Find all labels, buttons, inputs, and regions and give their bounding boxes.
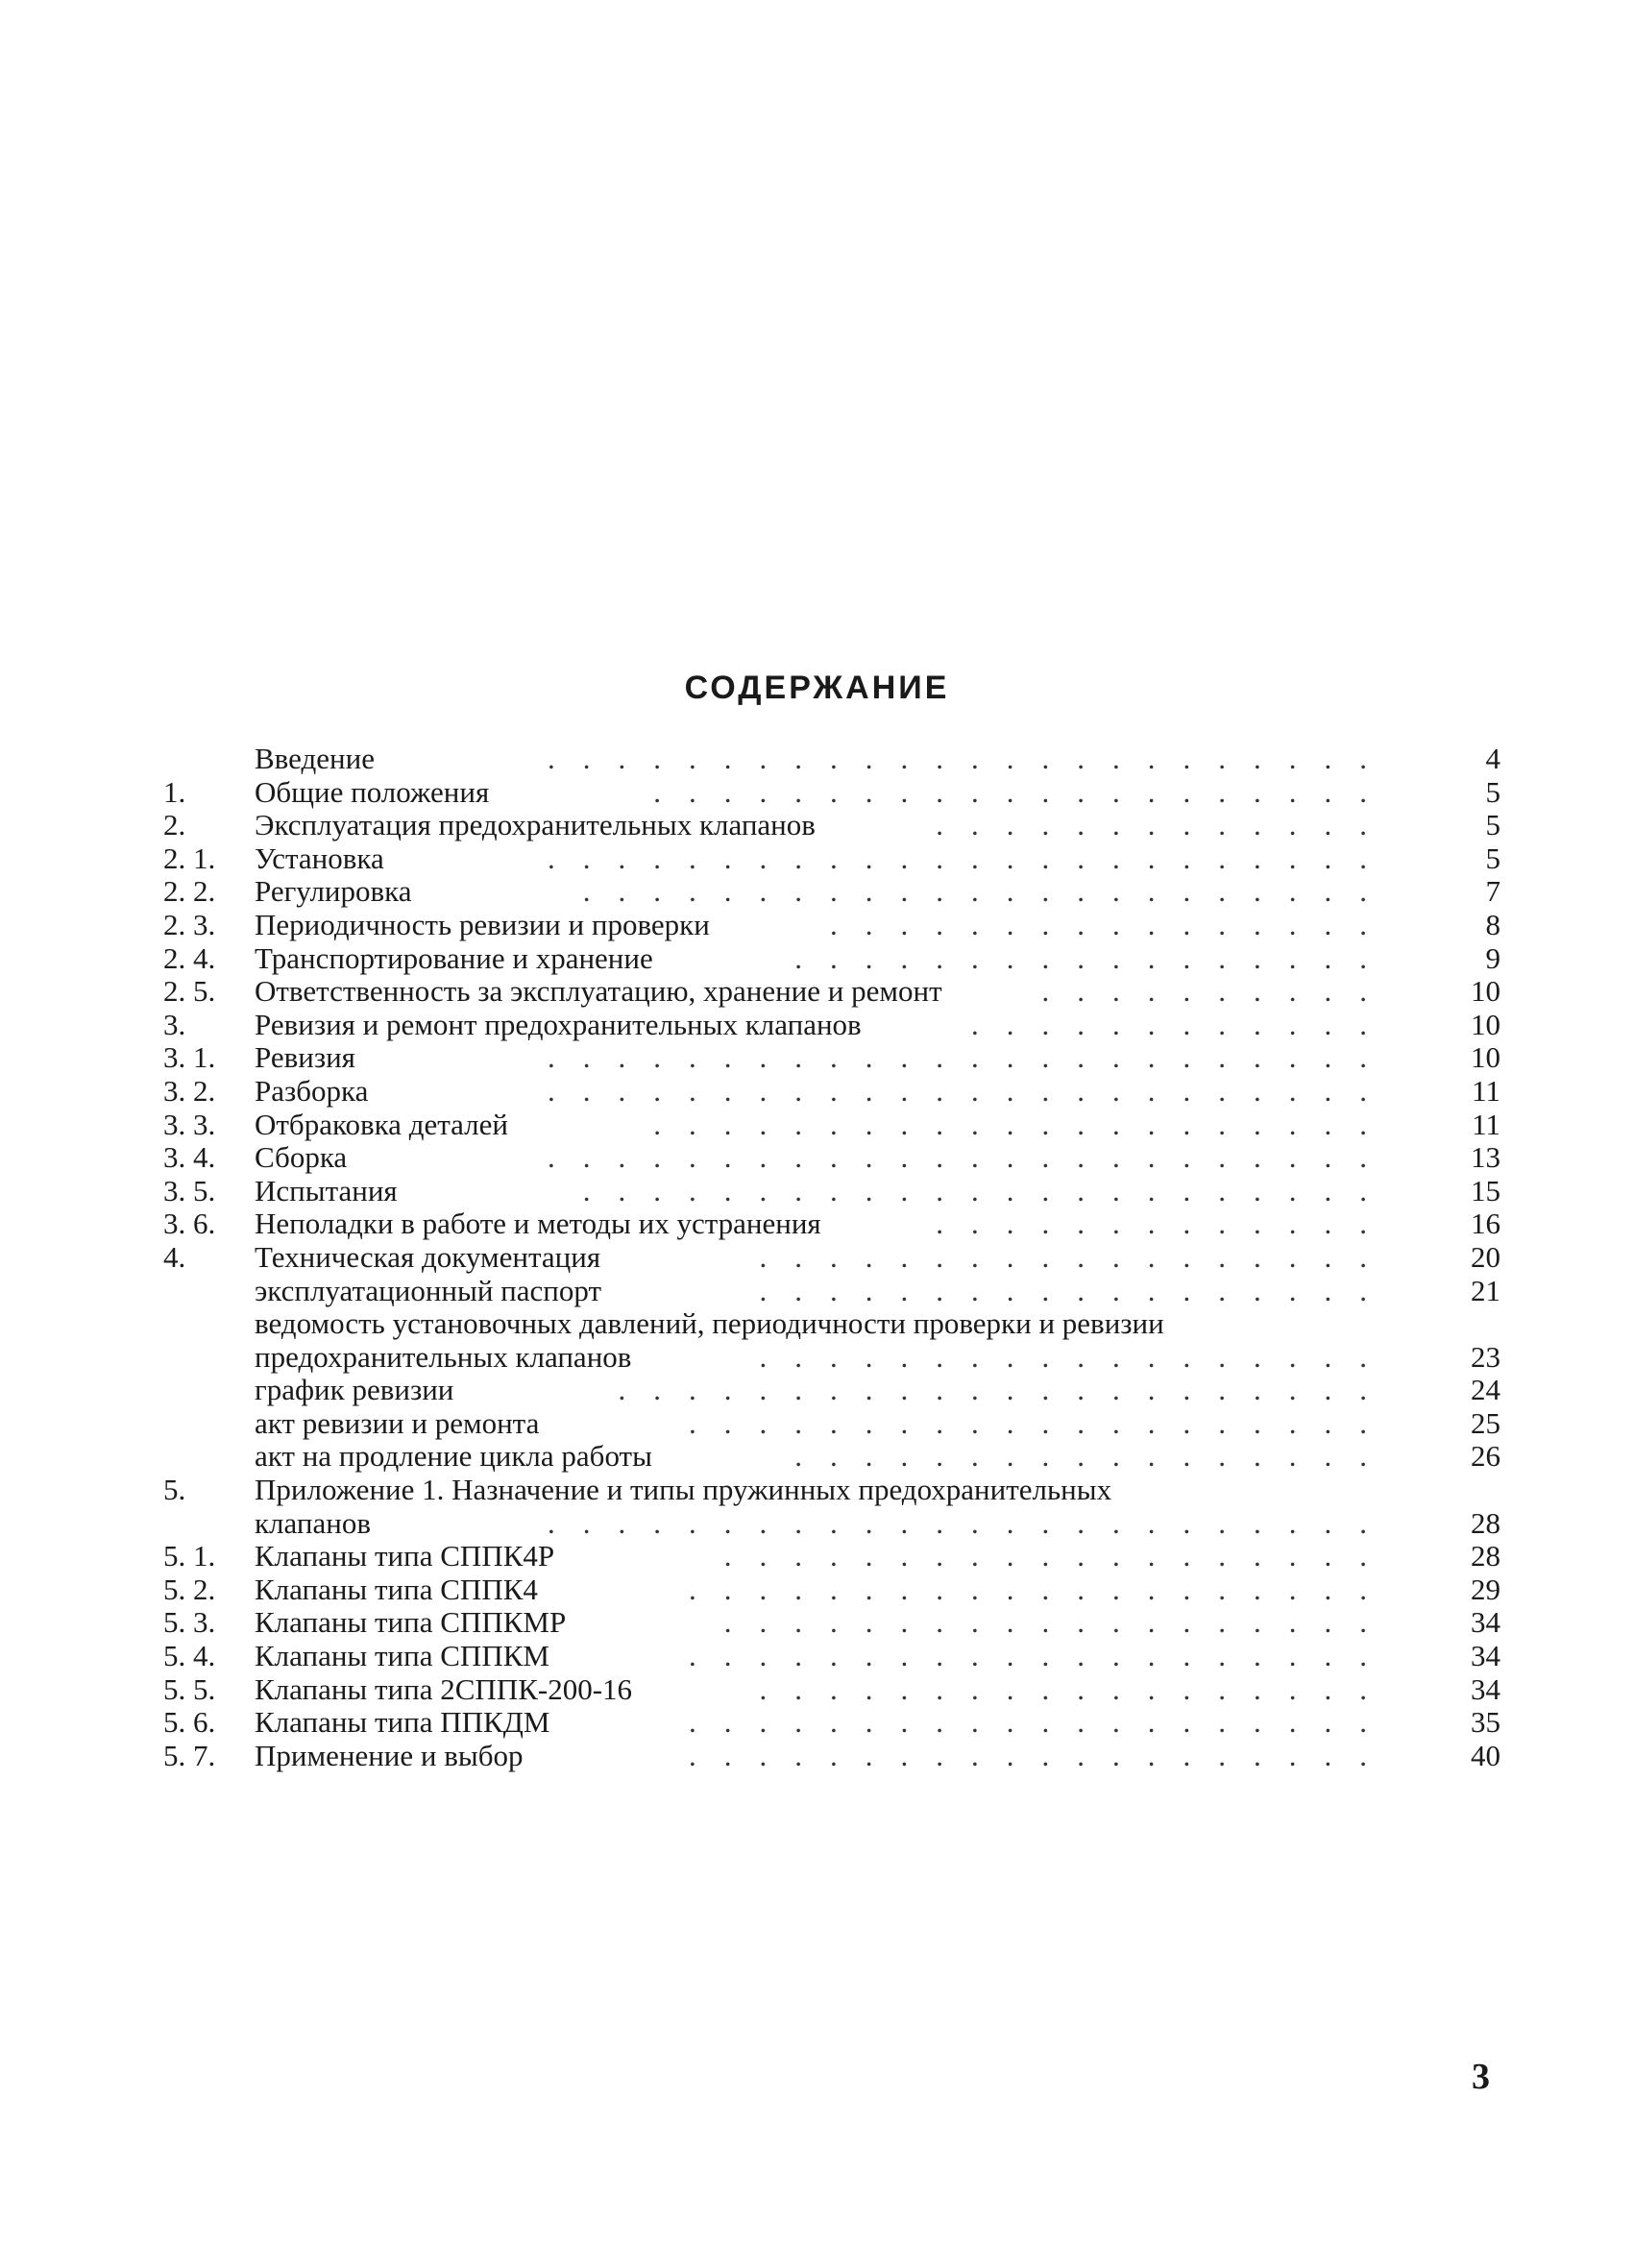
toc-entry [163, 1275, 1500, 1308]
dot-leader: .................. [759, 1240, 1395, 1274]
page-number: 3 [1472, 2057, 1490, 2097]
toc-entry-title: эксплуатационный паспорт [255, 1273, 602, 1307]
toc-entry-title: Отбраковка деталей [255, 1107, 508, 1141]
dot-leader: ........................ [548, 1506, 1395, 1540]
dot-leader: .................... [689, 1573, 1395, 1606]
toc-entry-title: Клапаны типа 2СППК-200-16 [255, 1671, 633, 1706]
dot-leader: ................. [794, 941, 1395, 975]
toc-entry [163, 1307, 1500, 1341]
toc-entry-page: 5 [1485, 774, 1500, 809]
toc-entry-title: клапанов [255, 1505, 371, 1540]
dot-leader: .................. [759, 1672, 1395, 1706]
toc-entry-title: Сборка [255, 1140, 348, 1175]
toc-entry-title: Применение и выбор [255, 1738, 524, 1772]
toc-entry-page: 4 [1485, 742, 1500, 775]
toc-entry-number: 3. 3. [163, 1107, 216, 1141]
dot-leader: .................... [689, 1406, 1395, 1440]
dot-leader: ................ [830, 908, 1395, 941]
toc-entry-title: Ответственность за эксплуатацию, хранение и ремонт [255, 974, 942, 1009]
toc-entry [163, 942, 1500, 976]
toc-entry [163, 1207, 1500, 1241]
toc-entry [163, 1341, 1500, 1375]
toc-entry-page: 8 [1485, 907, 1500, 941]
toc-entry-title: Неполадки в работе и методы их устранения [255, 1207, 821, 1241]
toc-entry-title: Введение [255, 742, 375, 775]
toc-entry-page: 20 [1471, 1239, 1500, 1274]
toc-entry-page: 28 [1471, 1539, 1500, 1573]
toc-entry-number: 5. 2. [163, 1572, 216, 1606]
toc-entry-page: 11 [1472, 1107, 1500, 1141]
toc-entry-title: Приложение 1. Назначение и типы пружинных предохранительных [255, 1473, 1112, 1507]
toc-entry-page: 16 [1471, 1207, 1500, 1241]
toc-entry [163, 1540, 1500, 1573]
toc-entry-page: 5 [1485, 808, 1500, 842]
toc-entry-page: 24 [1471, 1373, 1500, 1407]
toc-entry-title: Клапаны типа СППК4 [255, 1572, 538, 1606]
dot-leader: ........................ [548, 743, 1395, 775]
toc-entry-page: 15 [1471, 1173, 1500, 1207]
dot-leader: ....................... [582, 875, 1395, 909]
toc-entry [163, 1740, 1500, 1773]
toc-entry-title: Клапаны типа СППКМР [255, 1605, 567, 1640]
dot-leader: ....................... [582, 1174, 1395, 1207]
toc-entry-title: акт на продление цикла работы [255, 1439, 652, 1474]
toc-entry [163, 776, 1500, 810]
toc-entry-number: 5. 3. [163, 1605, 216, 1640]
toc-entry-number: 3. 6. [163, 1207, 216, 1241]
toc-entry-title: Транспортирование и хранение [255, 940, 653, 975]
toc-entry-number: 5. 7. [163, 1738, 216, 1772]
toc-entry [163, 1706, 1500, 1740]
dot-leader: .................... [689, 1706, 1395, 1740]
toc-entry-number: 2. [163, 808, 186, 842]
toc-entry-number: 1. [163, 774, 186, 809]
toc-entry [163, 743, 1500, 776]
toc-entry [163, 1606, 1500, 1640]
dot-leader: ................... [723, 1540, 1395, 1573]
toc-entry-page: 28 [1471, 1505, 1500, 1540]
toc-entry-number: 2. 2. [163, 874, 216, 909]
dot-leader: .................. [759, 1340, 1395, 1374]
toc-entry-title: Ревизия [255, 1040, 355, 1075]
toc-entry-page: 10 [1471, 974, 1500, 1009]
toc-entry-number: 5. 5. [163, 1671, 216, 1706]
toc-entry [163, 1009, 1500, 1042]
dot-leader: ................... [723, 1606, 1395, 1640]
dot-leader: ............. [936, 1207, 1395, 1241]
toc-entry-page: 5 [1485, 841, 1500, 875]
dot-leader: .................... [689, 1640, 1395, 1673]
dot-leader: ..................... [653, 1108, 1395, 1141]
toc-entry-page: 34 [1471, 1639, 1500, 1673]
toc-entry [163, 1440, 1500, 1474]
dot-leader: ............ [971, 1008, 1395, 1041]
toc-entry-title: Ревизия и ремонт предохранительных клапанов [255, 1007, 862, 1041]
toc-entry [163, 875, 1500, 909]
toc-title: СОДЕРЖАНИЕ [684, 670, 950, 706]
toc-entry [163, 1573, 1500, 1607]
toc-entry-number: 5. 6. [163, 1705, 216, 1740]
toc-entry [163, 1175, 1500, 1208]
toc-entry-title: Периодичность ревизии и проверки [255, 907, 710, 941]
toc-entry-page: 29 [1471, 1572, 1500, 1606]
toc-entry-page: 35 [1471, 1705, 1500, 1740]
toc-entry-page: 11 [1472, 1073, 1500, 1108]
dot-leader: ................. [794, 1440, 1395, 1474]
toc-entry-title: Общие положения [255, 774, 490, 809]
toc-entry-title: акт ревизии и ремонта [255, 1405, 540, 1440]
toc-entry-title: Клапаны типа СППК4Р [255, 1539, 555, 1573]
toc-entry-page: 21 [1471, 1273, 1500, 1307]
toc-entry [163, 1141, 1500, 1175]
toc-entry [163, 1241, 1500, 1275]
dot-leader: .......... [1041, 975, 1395, 1009]
toc-entry-title: Испытания [255, 1173, 398, 1207]
dot-leader: ........................ [548, 1074, 1395, 1108]
toc-entry-number: 3. [163, 1007, 186, 1041]
toc-entry-page: 34 [1471, 1671, 1500, 1706]
toc-entry [163, 842, 1500, 876]
toc-entry-page: 9 [1485, 940, 1500, 975]
toc-entry-title: Клапаны типа ППКДМ [255, 1705, 550, 1740]
toc-entry [163, 1109, 1500, 1142]
toc-entry [163, 975, 1500, 1009]
toc-entry-title: Эксплуатация предохранительных клапанов [255, 808, 816, 842]
toc-entry [163, 1474, 1500, 1507]
toc-entry-page: 25 [1471, 1405, 1500, 1440]
toc-entry-number: 2. 4. [163, 940, 216, 975]
toc-entry-number: 3. 1. [163, 1040, 216, 1075]
toc-entry-title: Техническая документация [255, 1239, 601, 1274]
toc-entry-page: 40 [1471, 1738, 1500, 1772]
dot-leader: ..................... [653, 775, 1395, 809]
toc-entry-page: 13 [1471, 1140, 1500, 1175]
toc-entry-number: 2. 3. [163, 907, 216, 941]
toc-entry [163, 1640, 1500, 1673]
toc-entry-number: 5. 4. [163, 1639, 216, 1673]
dot-leader: ...................... [618, 1374, 1395, 1407]
toc-entry-number: 2. 1. [163, 841, 216, 875]
toc-entry-page: 10 [1471, 1040, 1500, 1075]
toc-entry-page: 10 [1471, 1007, 1500, 1041]
toc-entry-page: 26 [1471, 1439, 1500, 1474]
dot-leader: ........................ [548, 1141, 1395, 1175]
toc-entry [163, 1041, 1500, 1075]
toc-entry-number: 5. 1. [163, 1539, 216, 1573]
dot-leader: ............. [936, 809, 1395, 842]
toc-entry [163, 909, 1500, 942]
toc-entry-page: 34 [1471, 1605, 1500, 1640]
toc-entry-title: ведомость установочных давлений, периодичности проверки и ревизии [255, 1306, 1164, 1341]
toc-entry-number: 2. 5. [163, 974, 216, 1009]
toc-entry-title: Клапаны типа СППКМ [255, 1639, 549, 1673]
toc-entry [163, 1673, 1500, 1707]
toc-entry [163, 1407, 1500, 1441]
toc-entry-number: 4. [163, 1239, 186, 1274]
toc-entry [163, 1075, 1500, 1109]
dot-leader: .................... [689, 1739, 1395, 1772]
toc-entry-number: 5. [163, 1473, 186, 1507]
toc-entry-title: предохранительных клапанов [255, 1339, 632, 1374]
toc-entry [163, 1374, 1500, 1407]
toc-entry-title: Разборка [255, 1073, 369, 1108]
toc-entry-number: 3. 2. [163, 1073, 216, 1108]
dot-leader: ........................ [548, 1041, 1395, 1075]
toc-entry-number: 3. 5. [163, 1173, 216, 1207]
dot-leader: .................. [759, 1274, 1395, 1307]
dot-leader: ........................ [548, 841, 1395, 875]
toc-entry-number: 3. 4. [163, 1140, 216, 1175]
toc-entry-title: Установка [255, 841, 384, 875]
toc-entry-page: 23 [1471, 1339, 1500, 1374]
toc-entry-title: Регулировка [255, 874, 412, 909]
toc-entry [163, 1507, 1500, 1541]
toc-entry-page: 7 [1485, 874, 1500, 909]
toc-entry-title: график ревизии [255, 1373, 454, 1407]
table-of-contents [163, 743, 1500, 1772]
toc-entry [163, 809, 1500, 842]
